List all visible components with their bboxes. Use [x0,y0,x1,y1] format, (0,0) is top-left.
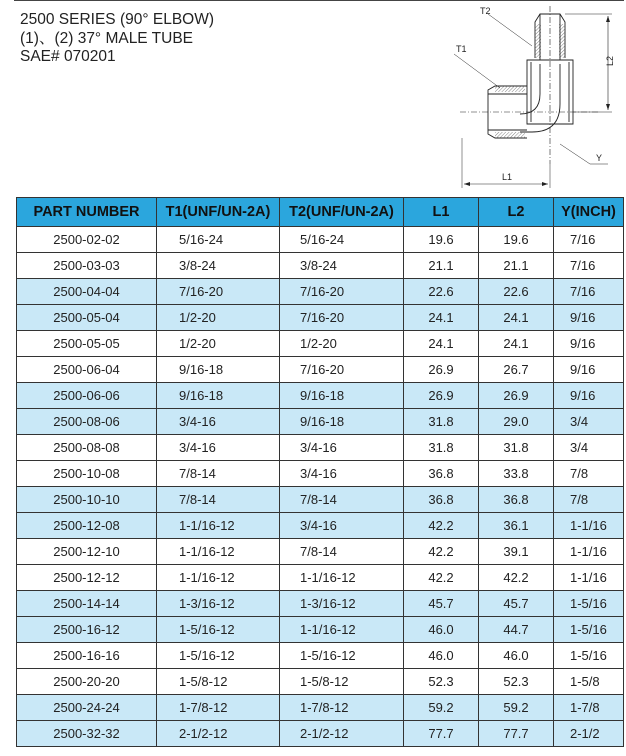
cell-l2: 31.8 [479,435,554,461]
cell-y-inch: 9/16 [554,305,624,331]
cell-l2: 59.2 [479,695,554,721]
cell-part-number: 2500-16-16 [17,643,157,669]
cell-part-number: 2500-08-08 [17,435,157,461]
cell-l2: 22.6 [479,279,554,305]
cell-part-number: 2500-04-04 [17,279,157,305]
cell-y-inch: 1-7/8 [554,695,624,721]
cell-t1: 7/8-14 [157,461,280,487]
table-row [17,617,624,643]
cell-t2: 9/16-18 [280,409,404,435]
table-row [17,513,624,539]
cell-part-number: 2500-06-06 [17,383,157,409]
cell-part-number: 2500-20-20 [17,669,157,695]
y-leader [560,144,590,164]
cell-t1: 3/4-16 [157,435,280,461]
cell-l2: 42.2 [479,565,554,591]
cell-t2: 1-5/16-12 [280,643,404,669]
header-t1: T1(UNF/UN-2A) [157,198,280,227]
cell-y-inch: 9/16 [554,331,624,357]
t1-thread-bottom [495,132,525,138]
cell-t1: 3/8-24 [157,253,280,279]
cell-part-number: 2500-05-05 [17,331,157,357]
cell-l2: 33.8 [479,461,554,487]
header-l2: L2 [479,198,554,227]
cell-l2: 26.7 [479,357,554,383]
cell-y-inch: 1-5/16 [554,643,624,669]
header-y-inch: Y(INCH) [554,198,624,227]
label-l1: L1 [502,172,513,182]
cell-t2: 5/16-24 [280,227,404,253]
cell-t1: 1-3/16-12 [157,591,280,617]
cell-l1: 46.0 [404,643,479,669]
cell-t1: 1-1/16-12 [157,565,280,591]
table-row [17,591,624,617]
cell-t2: 3/4-16 [280,513,404,539]
cell-part-number: 2500-14-14 [17,591,157,617]
cell-l2: 36.1 [479,513,554,539]
cell-l1: 42.2 [404,513,479,539]
table-row [17,409,624,435]
cell-l1: 31.8 [404,435,479,461]
cell-part-number: 2500-16-12 [17,617,157,643]
cell-y-inch: 7/16 [554,227,624,253]
cell-t1: 1-1/16-12 [157,539,280,565]
cell-part-number: 2500-24-24 [17,695,157,721]
cell-part-number: 2500-02-02 [17,227,157,253]
cell-y-inch: 1-1/16 [554,539,624,565]
cell-t2: 1-3/16-12 [280,591,404,617]
cell-l2: 24.1 [479,305,554,331]
cell-t2: 7/16-20 [280,357,404,383]
cell-t2: 3/4-16 [280,435,404,461]
cell-y-inch: 9/16 [554,383,624,409]
cell-t1: 1-7/8-12 [157,695,280,721]
table-row [17,279,624,305]
cell-l2: 24.1 [479,331,554,357]
table-row [17,461,624,487]
cell-y-inch: 7/16 [554,253,624,279]
cell-l1: 59.2 [404,695,479,721]
table-row [17,331,624,357]
cell-y-inch: 7/16 [554,279,624,305]
cell-t1: 3/4-16 [157,409,280,435]
header-part-number: PART NUMBER [17,198,157,227]
table-row [17,695,624,721]
cell-t2: 1-5/8-12 [280,669,404,695]
cell-t2: 1-1/16-12 [280,565,404,591]
cell-t1: 1-5/16-12 [157,617,280,643]
header-l1: L1 [404,198,479,227]
cell-y-inch: 9/16 [554,357,624,383]
cell-l1: 36.8 [404,461,479,487]
title-tube-type: (1)、(2) 37° MALE TUBE [20,29,194,47]
cell-l2: 29.0 [479,409,554,435]
cell-t2: 9/16-18 [280,383,404,409]
cell-part-number: 2500-05-04 [17,305,157,331]
cell-l2: 52.3 [479,669,554,695]
cell-t1: 2-1/2-12 [157,721,280,747]
cell-l1: 21.1 [404,253,479,279]
cell-t2: 1-1/16-12 [280,617,404,643]
spec-table [16,197,624,747]
cell-t2: 7/16-20 [280,279,404,305]
cell-part-number: 2500-08-06 [17,409,157,435]
table-header-row [17,198,624,227]
cell-l1: 52.3 [404,669,479,695]
t1-thread-top [495,86,525,92]
cell-t1: 5/16-24 [157,227,280,253]
cell-l1: 22.6 [404,279,479,305]
cell-t2: 7/16-20 [280,305,404,331]
cell-part-number: 2500-10-08 [17,461,157,487]
cell-l1: 19.6 [404,227,479,253]
table-row [17,721,624,747]
cell-l2: 21.1 [479,253,554,279]
t1-leader [454,54,500,88]
table-row [17,253,624,279]
cell-l1: 26.9 [404,383,479,409]
cell-t1: 7/8-14 [157,487,280,513]
cell-y-inch: 1-5/8 [554,669,624,695]
cell-t1: 1-5/8-12 [157,669,280,695]
cell-t2: 3/4-16 [280,461,404,487]
cell-l1: 26.9 [404,357,479,383]
cell-l2: 36.8 [479,487,554,513]
cell-l2: 39.1 [479,539,554,565]
cell-t1: 1-1/16-12 [157,513,280,539]
cell-t2: 1/2-20 [280,331,404,357]
table-body [17,227,624,747]
elbow-fitting-diagram [440,4,620,190]
table-row [17,383,624,409]
table-row [17,227,624,253]
title-series: 2500 SERIES (90° ELBOW) [20,11,214,28]
cell-l1: 36.8 [404,487,479,513]
cell-l1: 77.7 [404,721,479,747]
cell-l2: 46.0 [479,643,554,669]
product-title [20,11,214,67]
cell-l2: 19.6 [479,227,554,253]
table-row [17,305,624,331]
cell-t2: 1-7/8-12 [280,695,404,721]
table-row [17,357,624,383]
cell-t2: 2-1/2-12 [280,721,404,747]
table-row [17,643,624,669]
cell-l2: 26.9 [479,383,554,409]
cell-t1: 1/2-20 [157,331,280,357]
cell-l1: 46.0 [404,617,479,643]
table-row [17,539,624,565]
cell-part-number: 2500-03-03 [17,253,157,279]
cell-l1: 42.2 [404,539,479,565]
cell-part-number: 2500-32-32 [17,721,157,747]
cell-part-number: 2500-12-12 [17,565,157,591]
t2-leader [488,14,532,46]
cell-y-inch: 7/8 [554,461,624,487]
cell-t1: 9/16-18 [157,357,280,383]
cell-l1: 31.8 [404,409,479,435]
cell-t2: 3/8-24 [280,253,404,279]
cell-l2: 45.7 [479,591,554,617]
cell-t2: 7/8-14 [280,487,404,513]
cell-l1: 24.1 [404,305,479,331]
top-rule [14,0,624,1]
cell-l1: 42.2 [404,565,479,591]
cell-y-inch: 1-1/16 [554,565,624,591]
cell-part-number: 2500-12-10 [17,539,157,565]
header-t2: T2(UNF/UN-2A) [280,198,404,227]
cell-y-inch: 3/4 [554,435,624,461]
cell-t1: 1-5/16-12 [157,643,280,669]
cell-y-inch: 1-1/16 [554,513,624,539]
cell-y-inch: 2-1/2 [554,721,624,747]
label-y: Y [596,153,603,163]
cell-l1: 24.1 [404,331,479,357]
table-row [17,669,624,695]
table-row [17,487,624,513]
cell-l1: 45.7 [404,591,479,617]
cell-y-inch: 1-5/16 [554,617,624,643]
cell-y-inch: 1-5/16 [554,591,624,617]
label-l2: L2 [605,55,615,66]
cell-part-number: 2500-10-10 [17,487,157,513]
cell-t2: 7/8-14 [280,539,404,565]
cell-part-number: 2500-12-08 [17,513,157,539]
cell-y-inch: 7/8 [554,487,624,513]
label-t1: T1 [456,44,467,54]
cell-t1: 7/16-20 [157,279,280,305]
cell-t1: 1/2-20 [157,305,280,331]
cell-l2: 77.7 [479,721,554,747]
title-sae-number: SAE# 070201 [20,48,116,65]
cell-t1: 9/16-18 [157,383,280,409]
table-row [17,565,624,591]
label-t2: T2 [480,6,491,16]
table-row [17,435,624,461]
cell-l2: 44.7 [479,617,554,643]
cell-y-inch: 3/4 [554,409,624,435]
cell-part-number: 2500-06-04 [17,357,157,383]
